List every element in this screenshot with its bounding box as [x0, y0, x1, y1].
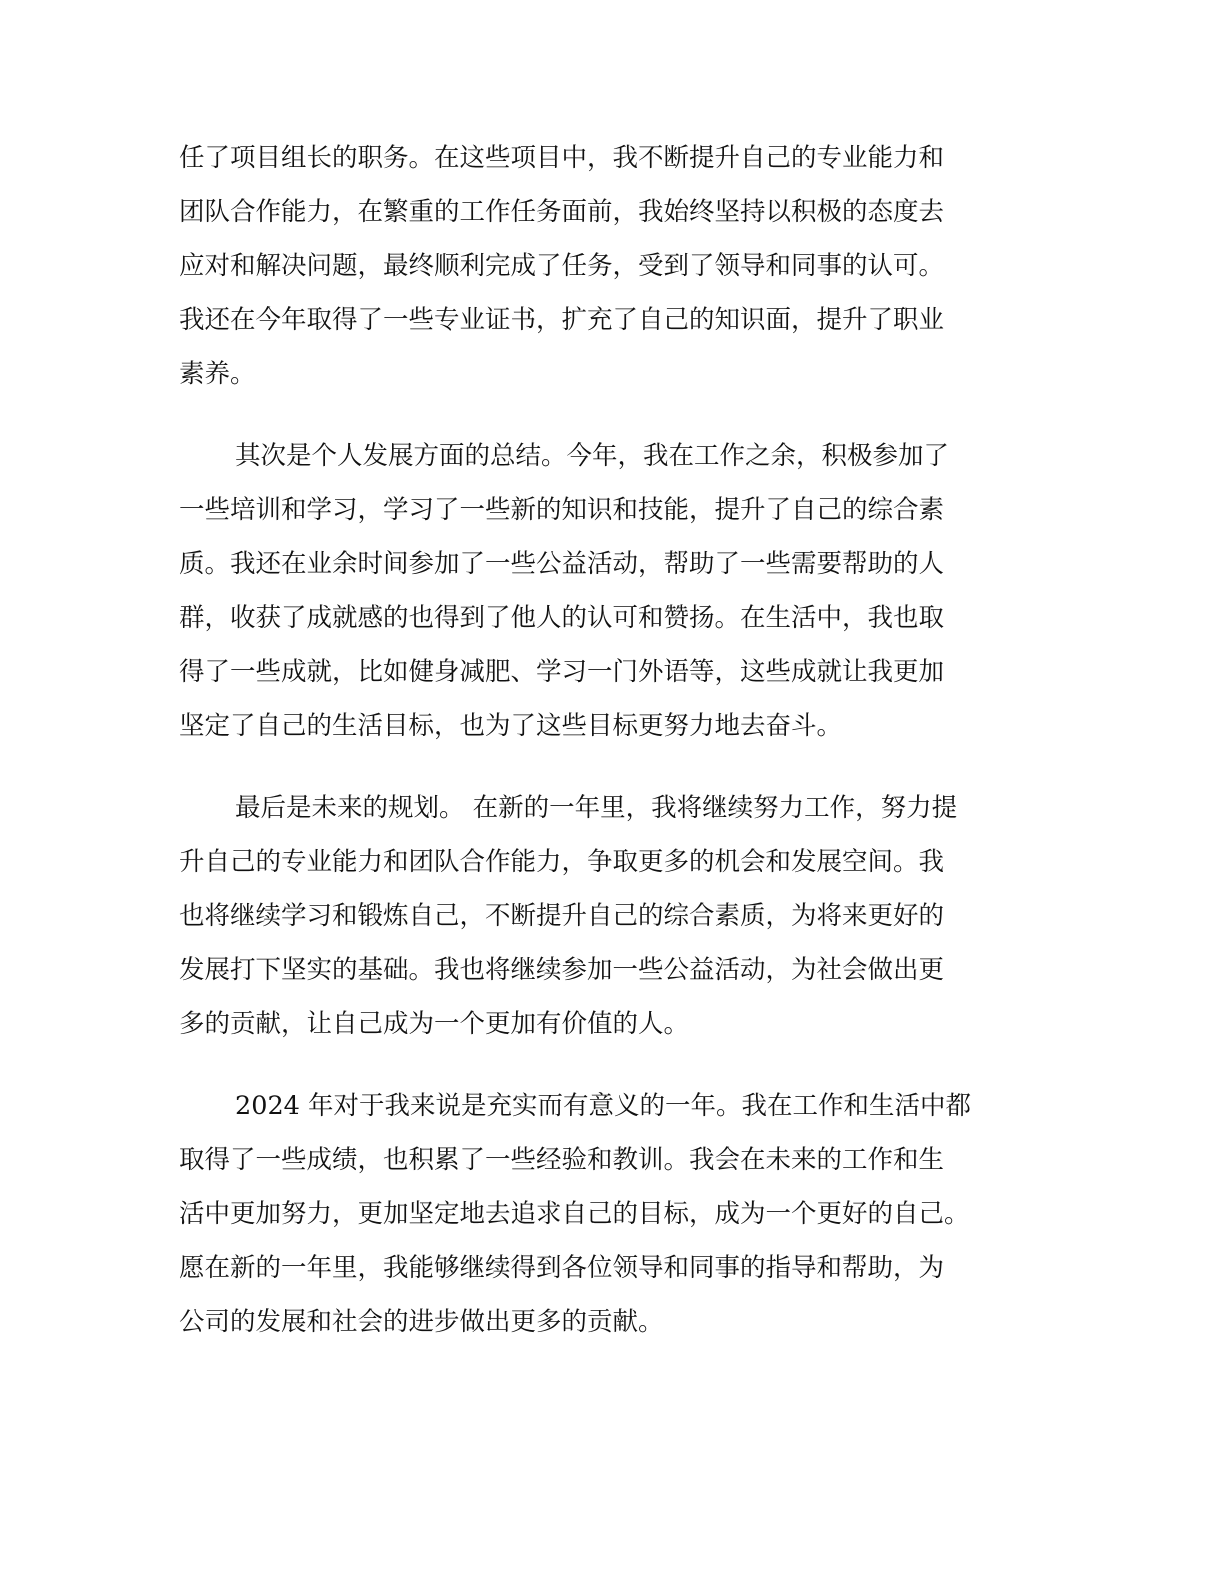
text-line: 应对和解决问题，最终顺利完成了任务，受到了领导和同事的认可。 — [179, 251, 945, 281]
paragraph-spacer — [179, 753, 1059, 781]
text-line: 质。我还在业余时间参加了一些公益活动，帮助了一些需要帮助的人 — [179, 549, 945, 579]
paragraph-work-summary — [179, 131, 1059, 401]
paragraph-spacer — [179, 401, 1059, 429]
text-line: 公司的发展和社会的进步做出更多的贡献。 — [179, 1307, 664, 1337]
text-line: 团队合作能力，在繁重的工作任务面前，我始终坚持以积极的态度去 — [179, 197, 945, 227]
text-line: 任了项目组长的职务。在这些项目中，我不断提升自己的专业能力和 — [179, 143, 945, 173]
text-line: 得了一些成就，比如健身减肥、学习一门外语等，这些成就让我更加 — [179, 657, 945, 687]
text-line: 多的贡献，让自己成为一个更加有价值的人。 — [179, 1009, 690, 1039]
paragraph-future-plan — [179, 781, 1059, 1051]
text-line: 其次是个人发展方面的总结。今年，我在工作之余，积极参加了 — [235, 441, 950, 471]
paragraph-personal-development — [179, 429, 1059, 753]
text-line: 发展打下坚实的基础。我也将继续参加一些公益活动，为社会做出更 — [179, 955, 945, 985]
text-line: 素养。 — [179, 359, 256, 389]
paragraph-spacer — [179, 1051, 1059, 1079]
text-line: 最后是未来的规划。 在新的一年里，我将继续努力工作，努力提 — [235, 793, 958, 823]
text-line: 群，收获了成就感的也得到了他人的认可和赞扬。在生活中，我也取 — [179, 603, 945, 633]
text-line: 我还在今年取得了一些专业证书，扩充了自己的知识面，提升了职业 — [179, 305, 945, 335]
text-line: 坚定了自己的生活目标，也为了这些目标更努力地去奋斗。 — [179, 711, 843, 741]
document-body — [179, 131, 1059, 1349]
text-line: 活中更加努力，更加坚定地去追求自己的目标，成为一个更好的自己。 — [179, 1199, 970, 1229]
text-line: 升自己的专业能力和团队合作能力，争取更多的机会和发展空间。我 — [179, 847, 945, 877]
text-line: 2024 年对于我来说是充实而有意义的一年。我在工作和生活中都 — [235, 1091, 972, 1121]
paragraph-conclusion — [179, 1079, 1059, 1349]
text-line: 也将继续学习和锻炼自己，不断提升自己的综合素质，为将来更好的 — [179, 901, 945, 931]
text-line: 取得了一些成绩，也积累了一些经验和教训。我会在未来的工作和生 — [179, 1145, 945, 1175]
text-line: 一些培训和学习，学习了一些新的知识和技能，提升了自己的综合素 — [179, 495, 945, 525]
text-line: 愿在新的一年里，我能够继续得到各位领导和同事的指导和帮助，为 — [179, 1253, 945, 1283]
